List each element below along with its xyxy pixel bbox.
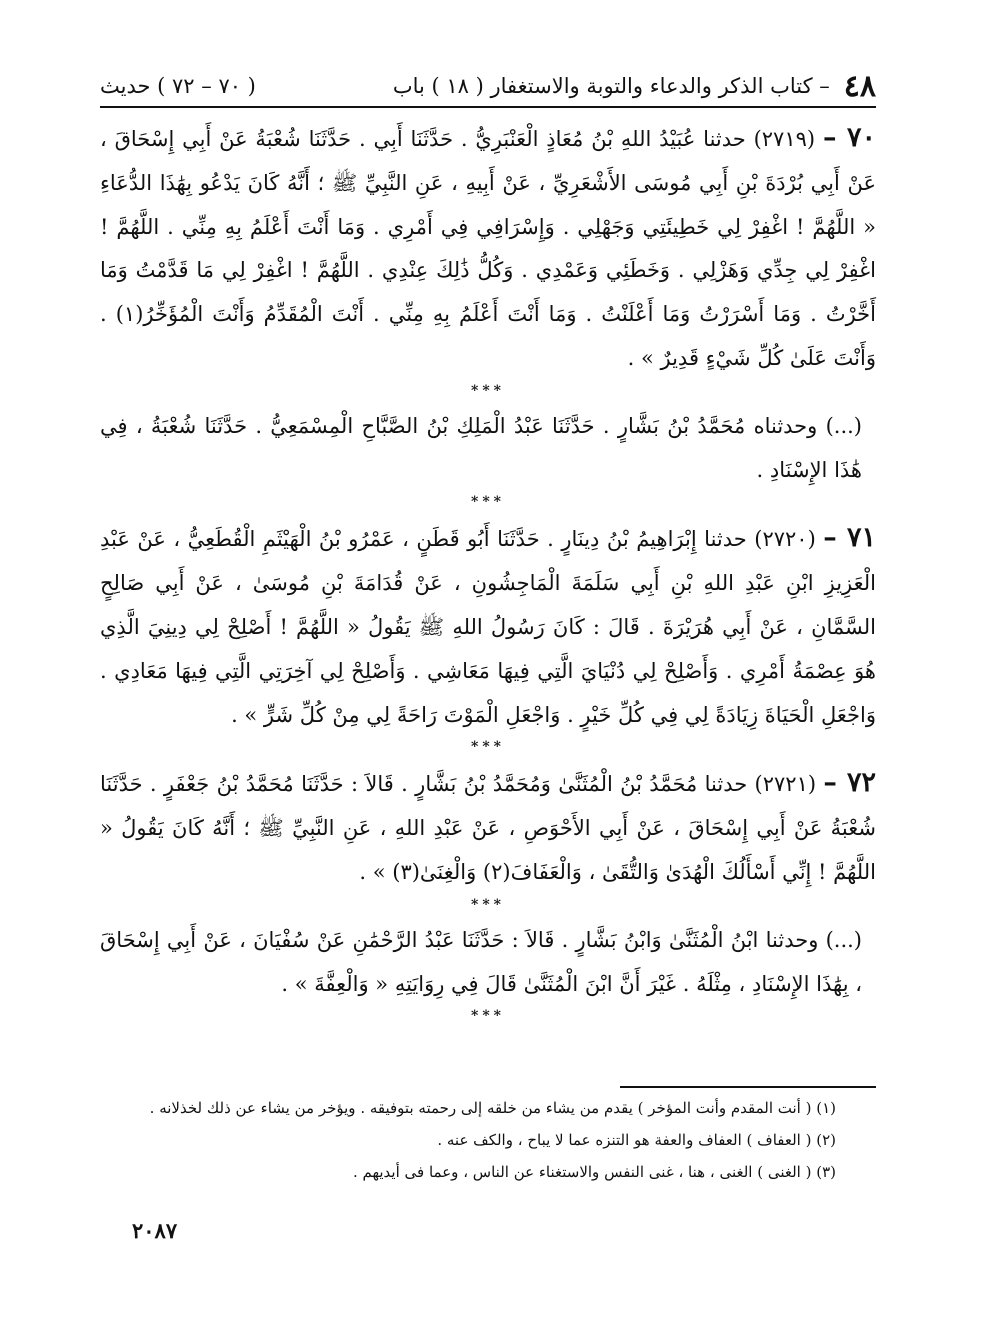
hadith-number: ٧٢ – [823, 767, 876, 799]
footnotes [100, 1092, 856, 1188]
hadith-text: (٢٧٢١) حدثنا مُحَمَّدُ بْنُ الْمُثَنَّىٰ وَمُحَمَّدُ بْنُ بَشَّارٍ . قَالاَ : حَدَّثَنَا مُحَمَّدُ بْنُ جَعْفَرٍ . حَدَّثَنَا شُعْبَةُ عَنْ أَبِي إِسْحَاقَ ، عَنْ أَبِي الأَحْوَصِ ، عَنْ عَبْدِ اللهِ ، عَنِ النَّبِيِّ ﷺ ؛ أَنَّهُ كَانَ يَقُولُ « اللَّهُمَّ ! إِنِّي أَسْأَلُكَ الْهُدَىٰ وَالتُّقَىٰ ، وَالْعَفَافَ(٢) وَالْغِنَىٰ(٣) » . [100, 772, 876, 884]
footnote-rule [620, 1086, 876, 1088]
hadith-text: (...) وحدثنا ابْنُ الْمُثَنَّىٰ وَابْنُ بَشَّارٍ . قَالاَ : حَدَّثَنَا عَبْدُ الرَّحْمَٰنِ عَنْ سُفْيَانَ ، عَنْ أَبِي إِسْحَاقَ ، بِهَٰذَا الإِسْنَادِ ، مِثْلَهُ . غَيْرَ أَنَّ ابْنَ الْمُثَنَّىٰ قَالَ فِي رِوَايَتِهِ « وَالْعِفَّةَ » . [100, 927, 862, 996]
header-right [393, 69, 876, 104]
bottom-page-number: ٢٠٨٧ [132, 1218, 178, 1243]
separator-stars: *** [471, 1008, 505, 1025]
hadith-range: ( ٧٠ – ٧٢ ) حديث [100, 74, 256, 98]
footnote-2: (٢) ( العفاف ) العفاف والعفة هو التنزه عما لا يباح ، والكف عنه . [437, 1131, 836, 1149]
separator-stars: *** [471, 896, 505, 913]
hadith-70 [100, 116, 876, 381]
page-number: ٤٨ [843, 68, 876, 104]
book-title: – كتاب الذكر والدعاء والتوبة والاستغفار ( ١٨ ) باب [392, 74, 830, 98]
main-text [100, 116, 876, 1030]
footnote-1: (١) ( أنت المقدم وأنت المؤخر ) يقدم من يشاء من خلقه إلى رحمته بتوفيقه . ويؤخر من يشاء عن ذلك لخذلانه . [149, 1099, 836, 1117]
hadith-72 [100, 761, 876, 894]
hadith-text: (٢٧١٩) حدثنا عُبَيْدُ اللهِ بْنُ مُعَاذٍ الْعَنْبَرِيُّ . حَدَّثَنَا أَبِي . حَدَّثَنَا شُعْبَةُ عَنْ أَبِي إِسْحَاقَ ، عَنْ أَبِي بُرْدَةَ بْنِ أَبِي مُوسَى الأَشْعَرِيِّ ، عَنْ أَبِيهِ ، عَنِ النَّبِيِّ ﷺ ؛ أَنَّهُ كَانَ يَدْعُو بِهَٰذَا الدُّعَاءِ « اللَّهُمَّ ! اغْفِرْ لِي خَطِيئَتِي وَجَهْلِي . وَإِسْرَافِي فِي أَمْرِي . وَمَا أَنْتَ أَعْلَمُ بِهِ مِنِّي . اللَّهُمَّ ! اغْفِرْ لِي جِدِّي وَهَزْلِي . وَخَطَئِي وَعَمْدِي . وَكُلُّ ذَٰلِكَ عِنْدِي . اللَّهُمَّ ! اغْفِرْ لِي مَا قَدَّمْتُ وَمَا أَخَّرْتُ . وَمَا أَسْرَرْتُ وَمَا أَعْلَنْتُ . وَمَا أَنْتَ أَعْلَمُ بِهِ مِنِّي . أَنْتَ الْمُقَدِّمُ وَأَنْتَ الْمُؤَخِّرُ(١) . وَأَنْتَ عَلَىٰ كُلِّ شَيْءٍ قَدِيرٌ » . [100, 127, 876, 370]
hadith-text: (...) وحدثناه مُحَمَّدُ بْنُ بَشَّارٍ . حَدَّثَنَا عَبْدُ الْمَلِكِ بْنُ الصَّبَّاحِ الْمِسْمَعِيُّ . حَدَّثَنَا شُعْبَةُ ، فِي هَٰذَا الإِسْنَادِ . [100, 413, 862, 482]
page-header [100, 68, 876, 104]
separator-stars: *** [471, 494, 505, 511]
hadith-71 [100, 516, 876, 737]
footnote-3: (٣) ( الغنى ) الغنى ، هنا ، غنى النفس والاستغناء عن الناس ، وعما فى أيديهم . [352, 1163, 836, 1181]
hadith-number: ٧٠ – [822, 122, 876, 153]
separator-stars: *** [471, 739, 505, 756]
hadith-text: (٢٧٢٠) حدثنا إِبْرَاهِيمُ بْنُ دِينَارٍ . حَدَّثَنَا أَبُو قَطَنٍ ، عَمْرُو بْنُ الْهَيْثَمِ الْقُطَعِيُّ ، عَنْ عَبْدِ الْعَزِيزِ ابْنِ عَبْدِ اللهِ بْنِ أَبِي سَلَمَةَ الْمَاجِشُونِ ، عَنْ قُدَامَةَ بْنِ مُوسَىٰ ، عَنْ أَبِي صَالِحٍ السَّمَّانِ ، عَنْ أَبِي هُرَيْرَةَ . قَالَ : كَانَ رَسُولُ اللهِ ﷺ يَقُولُ « اللَّهُمَّ ! أَصْلِحْ لِي دِينِيَ الَّذِي هُوَ عِصْمَةُ أَمْرِي . وَأَصْلِحْ لِي دُنْيَايَ الَّتِي فِيهَا مَعَاشِي . وَأَصْلِحْ لِي آخِرَتِي الَّتِي فِيهَا مَعَادِي . وَاجْعَلِ الْحَيَاةَ زِيَادَةً لِي فِي كُلِّ خَيْرٍ . وَاجْعَلِ الْمَوْتَ رَاحَةً لِي مِنْ كُلِّ شَرٍّ » . [100, 527, 876, 727]
separator-stars: *** [471, 382, 505, 399]
header-rule [100, 106, 876, 108]
hadith-number: ٧١ – [823, 522, 877, 554]
hadith-70-chain [100, 405, 876, 493]
hadith-72-chain [100, 919, 876, 1007]
